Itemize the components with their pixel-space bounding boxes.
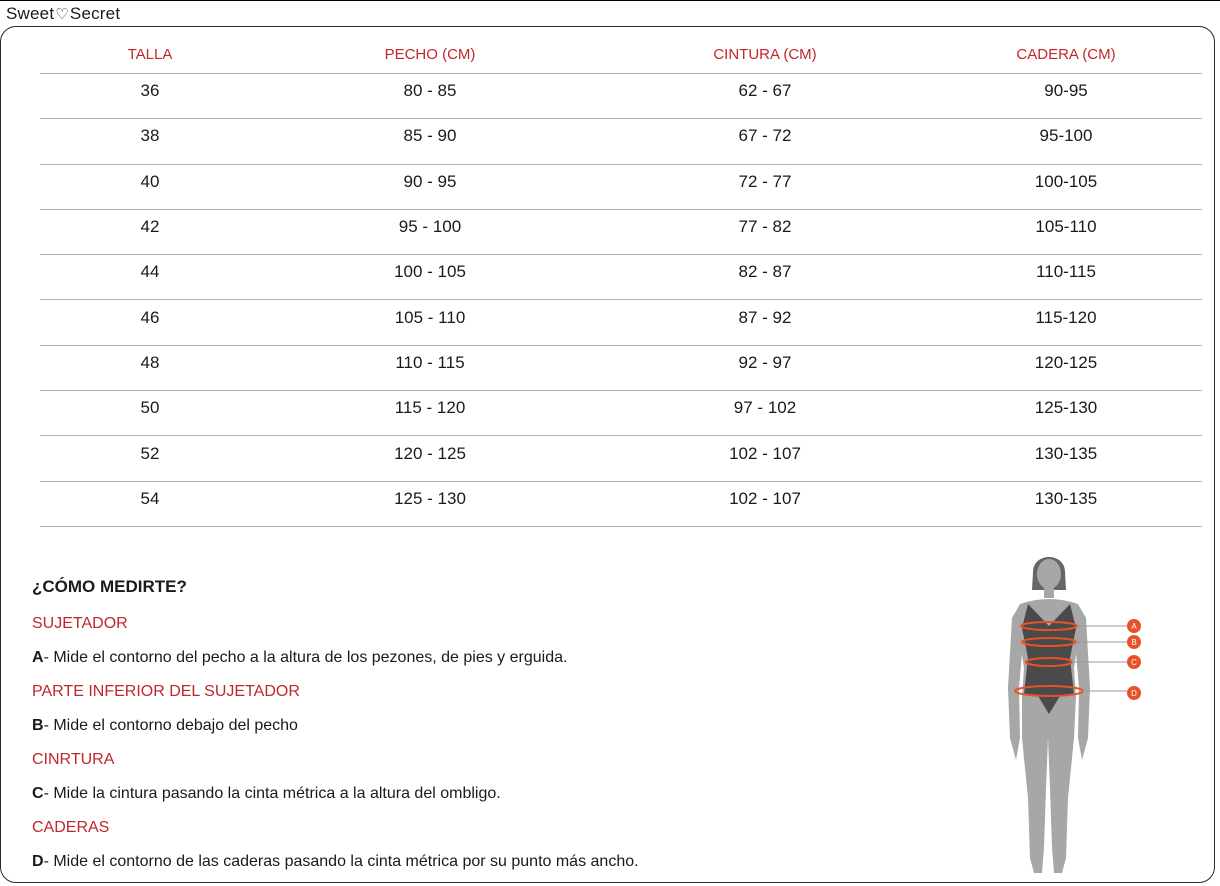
marker-a-icon [1127, 619, 1141, 633]
table-header-row [40, 36, 1202, 74]
cell-talla: 42 [40, 209, 260, 254]
cell-pecho: 120 - 125 [260, 436, 600, 481]
marker-a-label: A [1131, 622, 1137, 631]
cell-cadera: 95-100 [930, 119, 1202, 164]
desc-text-c: - Mide la cintura pasando la cinta métrica a la altura del ombligo. [43, 785, 501, 802]
table-row [40, 164, 1202, 209]
cell-talla: 46 [40, 300, 260, 345]
heart-icon: ♡ [55, 6, 69, 23]
table-row [40, 436, 1202, 481]
cell-cintura: 77 - 82 [600, 209, 930, 254]
letter-c: C [32, 785, 44, 802]
marker-b-icon [1127, 635, 1141, 649]
table-row [40, 481, 1202, 526]
cell-cadera: 110-115 [930, 255, 1202, 300]
letter-a: A [32, 649, 44, 666]
cell-cintura: 102 - 107 [600, 481, 930, 526]
table-row [40, 209, 1202, 254]
section-desc-c [32, 783, 932, 805]
marker-d-icon [1127, 686, 1141, 700]
letter-b: B [32, 717, 44, 734]
cell-cintura: 72 - 77 [600, 164, 930, 209]
cell-pecho: 105 - 110 [260, 300, 600, 345]
cell-pecho: 125 - 130 [260, 481, 600, 526]
cell-pecho: 85 - 90 [260, 119, 600, 164]
cell-cintura: 62 - 67 [600, 74, 930, 119]
desc-text-d: - Mide el contorno de las caderas pasando la cinta métrica por su punto más ancho. [43, 853, 639, 870]
cell-pecho: 90 - 95 [260, 164, 600, 209]
cell-talla: 50 [40, 391, 260, 436]
cell-cadera: 130-135 [930, 436, 1202, 481]
table-row [40, 119, 1202, 164]
cell-cadera: 125-130 [930, 391, 1202, 436]
cell-pecho: 95 - 100 [260, 209, 600, 254]
cell-talla: 44 [40, 255, 260, 300]
brand-name-left: Sweet [6, 4, 55, 23]
table-row [40, 300, 1202, 345]
header-cadera: CADERA (CM) [930, 36, 1202, 74]
section-title-parte-inferior: PARTE INFERIOR DEL SUJETADOR [32, 683, 300, 700]
marker-c-label: C [1131, 658, 1137, 667]
header-cintura: CINTURA (CM) [600, 36, 930, 74]
section-title-cintura: CINRTURA [32, 751, 115, 768]
cell-cadera: 90-95 [930, 74, 1202, 119]
table-row [40, 255, 1202, 300]
letter-d: D [32, 853, 44, 870]
cell-talla: 48 [40, 345, 260, 390]
marker-c-icon [1127, 655, 1141, 669]
cell-pecho: 115 - 120 [260, 391, 600, 436]
marker-d-label: D [1131, 689, 1137, 698]
cell-cadera: 120-125 [930, 345, 1202, 390]
brand-logo [6, 4, 120, 25]
section-desc-a [32, 647, 932, 669]
section-title-caderas: CADERAS [32, 819, 110, 836]
cell-talla: 52 [40, 436, 260, 481]
cell-talla: 54 [40, 481, 260, 526]
cell-cadera: 100-105 [930, 164, 1202, 209]
cell-cintura: 87 - 92 [600, 300, 930, 345]
header-talla: TALLA [40, 36, 260, 74]
cell-talla: 40 [40, 164, 260, 209]
marker-b-label: B [1131, 638, 1137, 647]
table-row [40, 391, 1202, 436]
header-pecho: PECHO (CM) [260, 36, 600, 74]
cell-cintura: 82 - 87 [600, 255, 930, 300]
measure-instructions [32, 577, 932, 885]
table-row [40, 345, 1202, 390]
brand-name-right: Secret [69, 4, 121, 23]
cell-cintura: 92 - 97 [600, 345, 930, 390]
desc-text-b: - Mide el contorno debajo del pecho [43, 717, 298, 734]
cell-pecho: 110 - 115 [260, 345, 600, 390]
instructions-title: ¿CÓMO MEDIRTE? [32, 577, 187, 596]
cell-talla: 38 [40, 119, 260, 164]
cell-cadera: 115-120 [930, 300, 1202, 345]
cell-cadera: 130-135 [930, 481, 1202, 526]
top-border-line [0, 0, 1220, 1]
section-desc-d [32, 851, 932, 873]
cell-cintura: 67 - 72 [600, 119, 930, 164]
table-row [40, 74, 1202, 119]
size-table [40, 36, 1202, 527]
cell-cintura: 102 - 107 [600, 436, 930, 481]
desc-text-a: - Mide el contorno del pecho a la altura de los pezones, de pies y erguida. [43, 649, 568, 666]
cell-cadera: 105-110 [930, 209, 1202, 254]
woman-silhouette-icon [1008, 557, 1090, 873]
body-measurement-figure [990, 548, 1160, 880]
cell-cintura: 97 - 102 [600, 391, 930, 436]
section-desc-b [32, 715, 932, 737]
section-title-sujetador: SUJETADOR [32, 615, 128, 632]
cell-pecho: 100 - 105 [260, 255, 600, 300]
cell-pecho: 80 - 85 [260, 74, 600, 119]
cell-talla: 36 [40, 74, 260, 119]
